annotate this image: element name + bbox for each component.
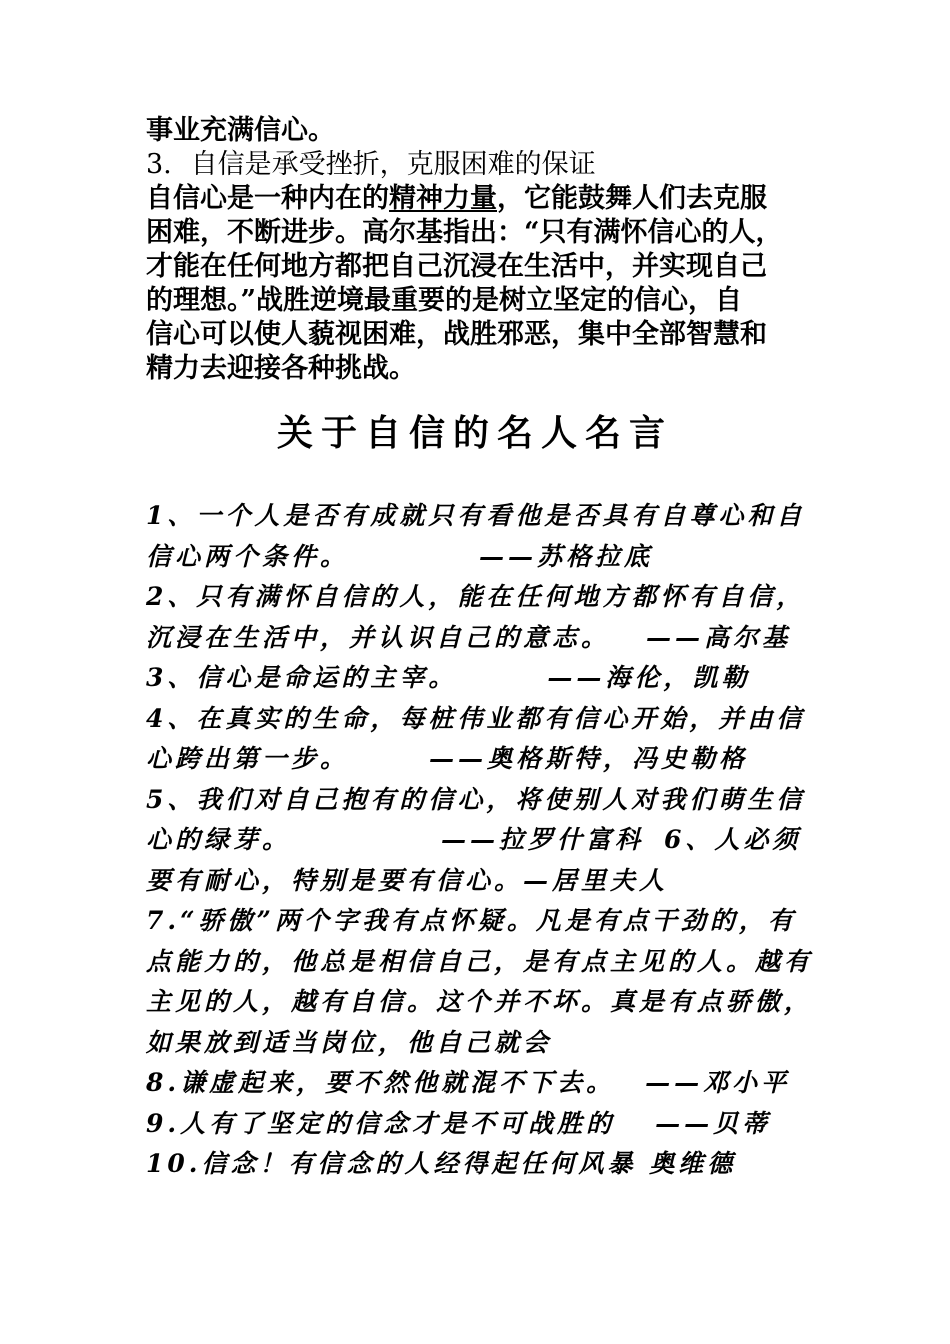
quote-text: 2、只有满怀自信的人，能在任何地方都怀有自信， <box>146 582 806 611</box>
quote-text: 心跨出第一步。 <box>146 744 350 773</box>
prose-text: ，它能鼓舞人们去克服 <box>497 183 767 214</box>
quote-text: 心的绿芽。 <box>146 825 292 854</box>
quote-line <box>146 537 826 578</box>
prose-text: 信心可以使人藐视困难，战胜邪恶，集中全部智慧和 <box>146 319 767 350</box>
quote-line <box>146 577 826 618</box>
quote-line <box>146 820 826 861</box>
quote-text: 要有耐心，特别是要有信心。—居里夫人 <box>146 865 669 895</box>
prose-line <box>146 114 826 148</box>
section-heading-3 <box>146 148 826 182</box>
quote-author: ——苏格拉底 <box>479 541 654 571</box>
underlined-term: 精神力量 <box>389 183 497 214</box>
quote-line <box>146 496 826 537</box>
quote-text: 3、信心是命运的主宰。 <box>146 663 458 692</box>
quote-line <box>146 618 826 659</box>
quote-line <box>146 901 826 942</box>
intro-prose <box>146 114 826 386</box>
prose-line <box>146 318 826 352</box>
quote-line <box>146 1063 826 1104</box>
quote-author: ——邓小平 <box>645 1068 791 1097</box>
prose-text: 精力去迎接各种挑战。 <box>146 353 416 384</box>
prose-text: 的理想。”战胜逆境最重要的是树立坚定的信心，自 <box>146 285 743 316</box>
prose-line <box>146 250 826 284</box>
quote-text: 主见的人，越有自信。这个并不坏。真是有点骄傲， <box>146 987 814 1016</box>
quote-author: ——拉罗什富科 <box>441 825 645 854</box>
quote-text: 沉浸在生活中，并认识自己的意志。 <box>146 622 611 652</box>
quote-line <box>146 942 826 983</box>
quote-author: ——海伦，凯勒 <box>547 663 751 692</box>
prose-text: 事业充满信心。 <box>146 115 335 146</box>
quote-author: ——贝蒂 <box>655 1108 772 1138</box>
page-title: 关于自信的名人名言 <box>276 412 673 454</box>
quote-text: 1、一个人是否有成就只有看他是否具有自尊心和自 <box>146 501 806 530</box>
quote-line <box>146 658 826 699</box>
prose-line <box>146 182 826 216</box>
quote-text: 点能力的，他总是相信自己，是有点主见的人。越有 <box>146 946 814 976</box>
quote-text: 8.谦虚起来，要不然他就混不下去。 <box>146 1068 616 1097</box>
quote-line <box>146 699 826 740</box>
quote-line <box>146 1104 826 1145</box>
quote-line <box>146 739 826 780</box>
prose-line <box>146 284 826 318</box>
quote-text: 10.信念！有信念的人经得起任何风暴 奥维德 <box>146 1149 737 1178</box>
quotes-list <box>146 496 826 1185</box>
quote-line <box>146 1144 826 1185</box>
quote-text: 6、人必须 <box>664 825 802 854</box>
prose-line <box>146 352 826 386</box>
prose-line <box>146 216 826 250</box>
quote-line <box>146 1023 826 1064</box>
section-number: 3. <box>146 149 172 180</box>
quote-text: 如果放到适当岗位，他自己就会 <box>146 1027 553 1057</box>
quote-line <box>146 780 826 821</box>
quote-text: 信心两个条件。 <box>146 541 350 571</box>
prose-text: 自信心是一种内在的 <box>146 183 389 214</box>
quote-text: 5、我们对自己抱有的信心，将使别人对我们萌生信 <box>146 784 806 814</box>
quote-text: 4、在真实的生命，每桩伟业都有信心开始，并由信 <box>146 703 806 733</box>
quote-author: ——奥格斯特，冯史勒格 <box>429 744 749 773</box>
prose-text: 困难，不断进步。高尔基指出：“只有满怀信心的人， <box>146 217 783 248</box>
quote-text: 7.“骄傲”两个字我有点怀疑。凡是有点干劲的，有 <box>146 906 797 935</box>
quote-author: ——高尔基 <box>646 622 792 652</box>
quote-line <box>146 861 826 902</box>
prose-text: 才能在任何地方都把自己沉浸在生活中，并实现自己 <box>146 251 767 282</box>
quote-text: 9.人有了坚定的信念才是不可战胜的 <box>146 1108 616 1138</box>
quote-line <box>146 982 826 1023</box>
section-title: 自信是承受挫折，克服困难的保证 <box>190 149 596 180</box>
